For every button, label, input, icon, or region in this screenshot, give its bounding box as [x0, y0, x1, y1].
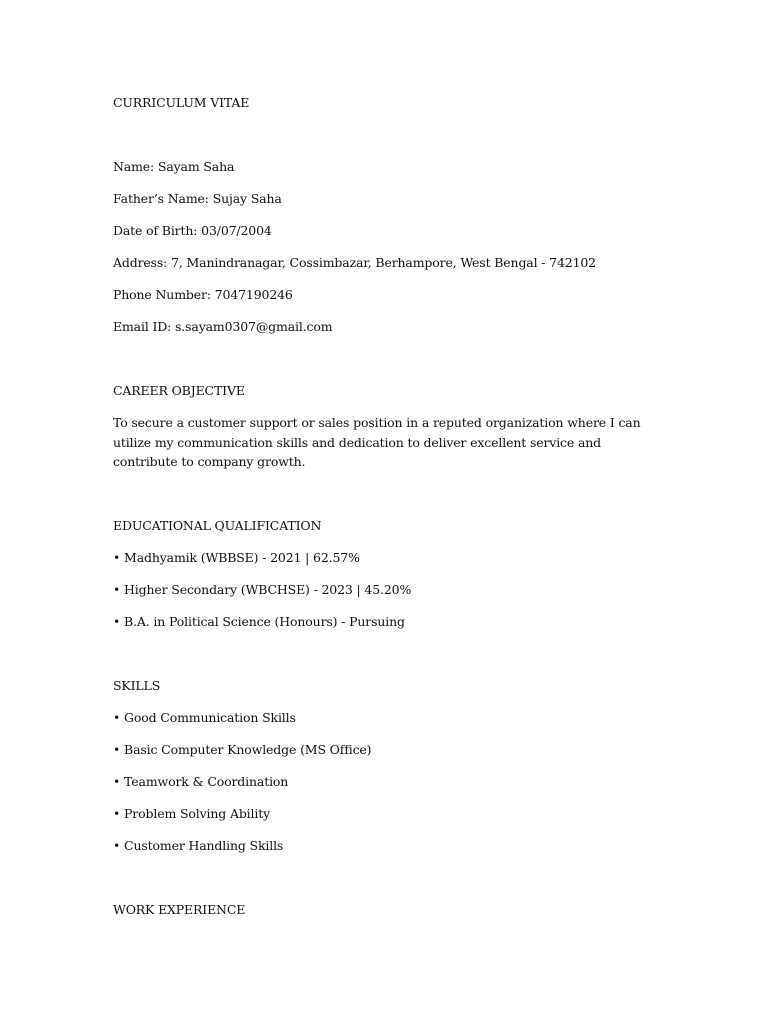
skill-item: • Customer Handling Skills: [113, 838, 284, 853]
skill-item: • Basic Computer Knowledge (MS Office): [113, 742, 372, 757]
skills-heading: SKILLS: [113, 678, 161, 693]
cv-title: CURRICULUM VITAE: [113, 95, 250, 110]
work-experience-heading: WORK EXPERIENCE: [113, 902, 246, 917]
email-line: Email ID: s.sayam0307@gmail.com: [113, 319, 333, 334]
education-item: • Higher Secondary (WBCHSE) - 2023 | 45.20%: [113, 582, 412, 597]
education-item: • B.A. in Political Science (Honours) - Pursuing: [113, 614, 405, 629]
father-name-line: Father’s Name: Sujay Saha: [113, 191, 282, 206]
dob-line: Date of Birth: 03/07/2004: [113, 223, 272, 238]
address-line: Address: 7, Manindranagar, Cossimbazar, Berhampore, West Bengal - 742102: [113, 255, 596, 270]
career-objective-text: To secure a customer support or sales position in a reputed organization where I can utilize my communication skills and dedication to deliver excellent service and contribute to company growth.: [113, 415, 641, 469]
skill-item: • Teamwork & Coordination: [113, 774, 289, 789]
phone-line: Phone Number: 7047190246: [113, 287, 293, 302]
name-line: Name: Sayam Saha: [113, 159, 235, 174]
skill-item: • Problem Solving Ability: [113, 806, 271, 821]
education-heading: EDUCATIONAL QUALIFICATION: [113, 518, 322, 533]
skill-item: • Good Communication Skills: [113, 710, 296, 725]
education-item: • Madhyamik (WBBSE) - 2021 | 62.57%: [113, 550, 360, 565]
career-objective-heading: CAREER OBJECTIVE: [113, 383, 245, 398]
